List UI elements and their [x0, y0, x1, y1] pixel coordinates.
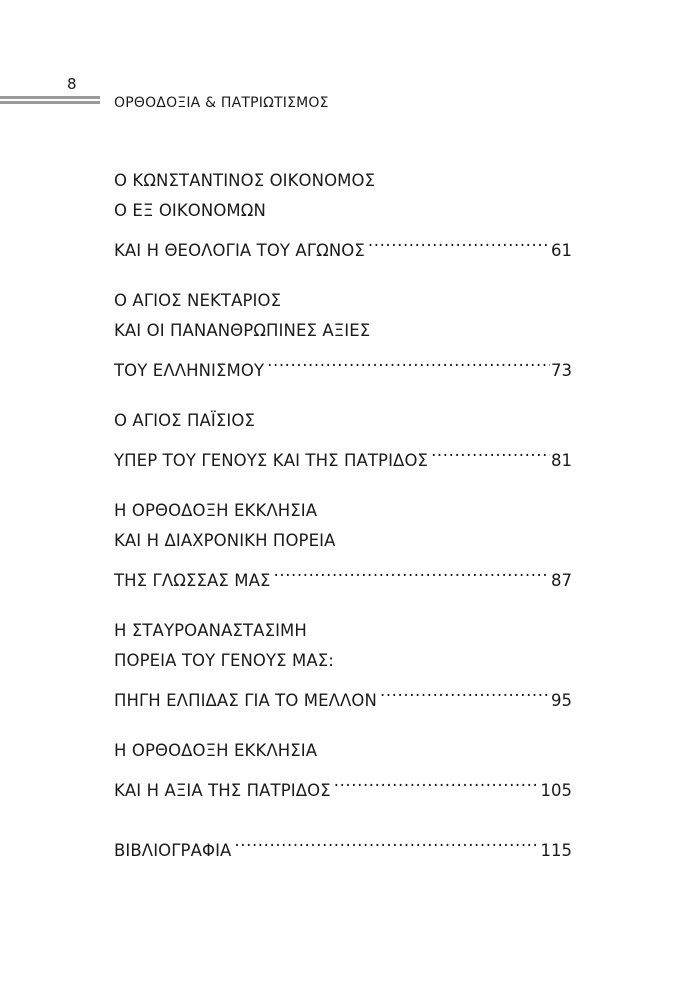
toc-entry-leader-line	[114, 826, 572, 860]
toc-entry-title-line: ΤΗΣ ΓΛΩΣΣΑΣ ΜΑΣ	[114, 571, 271, 590]
toc-entry-title-line: ΒΙΒΛΙΟΓΡΑΦΙΑ	[114, 841, 232, 860]
toc-entry-title-line: Ο ΑΓΙΟΣ ΠΑΪΣΙΟΣ	[114, 411, 256, 430]
toc-entry-title-line: Ο ΕΞ ΟΙΚΟΝΟΜΩΝ	[114, 201, 266, 220]
toc-entry-leader-line	[114, 676, 572, 710]
toc-entry-leader-line	[114, 436, 572, 470]
page-number: 8	[67, 75, 77, 93]
toc-entry-title-line: Η ΣΤΑΥΡΟΑΝΑΣΤΑΣΙΜΗ	[114, 621, 307, 640]
toc-entry-title-line: ΚΑΙ Η ΔΙΑΧΡΟΝΙΚΗ ΠΟΡΕΙΑ	[114, 531, 336, 550]
toc-entry-title-line: Ο ΑΓΙΟΣ ΝΕΚΤΑΡΙΟΣ	[114, 291, 282, 310]
toc-entry-title-line: ΚΑΙ Η ΑΞΙΑ ΤΗΣ ΠΑΤΡΙΔΟΣ	[114, 781, 331, 800]
dot-leader	[368, 226, 550, 256]
dot-leader	[334, 766, 540, 796]
toc-entry-page-number: 95	[551, 691, 572, 710]
toc-entry[interactable]	[114, 406, 572, 470]
toc-entry[interactable]	[114, 166, 572, 260]
toc-entry-title-line: ΚΑΙ ΟΙ ΠΑΝΑΝΘΡΩΠΙΝΕΣ ΑΞΙΕΣ	[114, 321, 371, 340]
dot-leader	[274, 556, 550, 586]
running-title: ΟΡΘΟΔΟΞΙΑ & ΠΑΤΡΙΩΤΙΣΜΟΣ	[114, 95, 329, 111]
toc-entry-leader-line	[114, 766, 572, 800]
toc-entry[interactable]	[114, 736, 572, 800]
toc-entry[interactable]	[114, 616, 572, 710]
dot-leader	[380, 676, 550, 706]
dot-leader	[267, 346, 550, 376]
header-rule-bar	[0, 96, 100, 99]
header-rule-bar	[0, 101, 100, 104]
toc-entry-page-number: 81	[551, 451, 572, 470]
toc-entry-page-number: 73	[551, 361, 572, 380]
toc-entry-page-number: 105	[540, 781, 572, 800]
toc-entry-title-line: ΥΠΕΡ ΤΟΥ ΓΕΝΟΥΣ ΚΑΙ ΤΗΣ ΠΑΤΡΙΔΟΣ	[114, 451, 429, 470]
toc-entry-title-line: ΠΗΓΗ ΕΛΠΙΔΑΣ ΓΙΑ ΤΟ ΜΕΛΛΟΝ	[114, 691, 377, 710]
toc-entry-title-line: ΚΑΙ Η ΘΕΟΛΟΓΙΑ ΤΟΥ ΑΓΩΝΟΣ	[114, 241, 365, 260]
toc-entry-title-line: Η ΟΡΘΟΔΟΞΗ ΕΚΚΛΗΣΙΑ	[114, 741, 318, 760]
table-of-contents	[114, 166, 572, 860]
toc-entry-page-number: 87	[551, 571, 572, 590]
toc-entry[interactable]	[114, 826, 572, 860]
header-rule	[0, 96, 100, 106]
toc-entry-title-line: ΤΟΥ ΕΛΛΗΝΙΣΜΟΥ	[114, 361, 265, 380]
toc-entry-title-line: Ο ΚΩΝΣΤΑΝΤΙΝΟΣ ΟΙΚΟΝΟΜΟΣ	[114, 171, 376, 190]
toc-entry-page-number: 115	[540, 841, 572, 860]
toc-entry-leader-line	[114, 556, 572, 590]
toc-entry[interactable]	[114, 286, 572, 380]
toc-entry-leader-line	[114, 346, 572, 380]
toc-entry-leader-line	[114, 226, 572, 260]
dot-leader	[431, 436, 550, 466]
toc-entry[interactable]	[114, 496, 572, 590]
dot-leader	[234, 826, 539, 856]
toc-entry-page-number: 61	[551, 241, 572, 260]
toc-entry-title-line: ΠΟΡΕΙΑ ΤΟΥ ΓΕΝΟΥΣ ΜΑΣ:	[114, 651, 334, 670]
toc-entry-title-line: Η ΟΡΘΟΔΟΞΗ ΕΚΚΛΗΣΙΑ	[114, 501, 318, 520]
